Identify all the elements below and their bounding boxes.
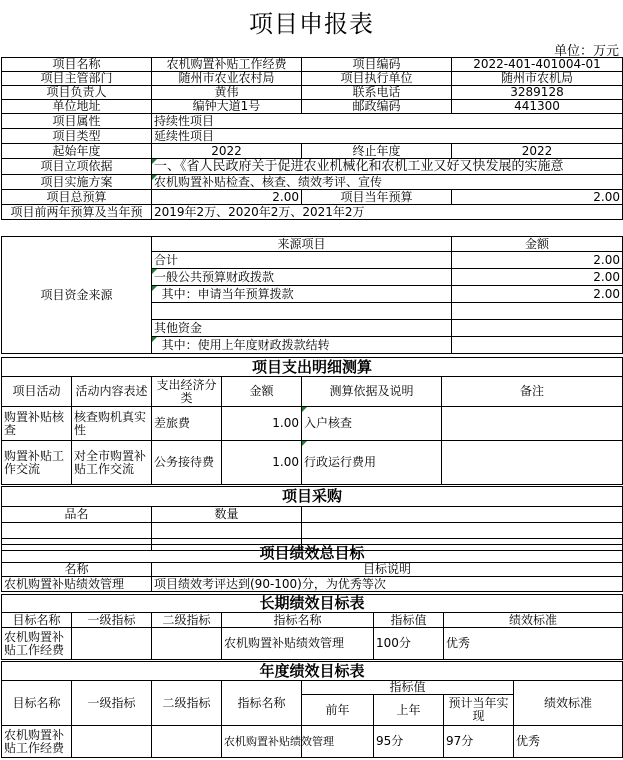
zip-value[interactable]: 441300 — [452, 100, 623, 114]
annual-header: 指标值 — [302, 681, 514, 695]
phone-value[interactable]: 3289128 — [452, 86, 623, 100]
detail-category[interactable]: 公务接待费 — [152, 441, 222, 485]
code-label: 项目编码 — [302, 58, 452, 72]
detail-header: 支出经济分类 — [152, 377, 222, 407]
annual-header: 绩效标准 — [514, 681, 623, 726]
dept-label: 项目主管部门 — [2, 72, 152, 86]
overall-name-header: 名称 — [2, 563, 152, 577]
total-value[interactable]: 2.00 — [152, 190, 302, 205]
longterm-standard[interactable]: 优秀 — [444, 628, 623, 660]
purchase-qty-header: 数量 — [152, 507, 302, 523]
longterm-l2[interactable] — [152, 628, 222, 660]
purchase-section-title: 项目采购 — [2, 487, 623, 507]
amt-header: 金额 — [452, 237, 623, 252]
basis-label: 项目立项依据 — [2, 159, 152, 175]
page-title: 项目申报表 — [249, 10, 374, 38]
funding-row-amount[interactable]: 2.00 — [452, 252, 623, 269]
funding-row-amount[interactable]: 2.00 — [452, 269, 623, 286]
annual-last[interactable]: 95分 — [374, 726, 444, 758]
plan-value[interactable]: 农机购置补贴检查、核查、绩效考评、宣传 — [152, 175, 623, 190]
funding-row-name: 一般公共预算财政拨款 — [152, 269, 452, 286]
funding-row-name: 其中：申请当年预算拨款 — [152, 286, 452, 303]
overall-desc[interactable]: 项目绩效考评达到(90-100)分，为优秀等次 — [152, 577, 623, 592]
zip-label: 邮政编码 — [302, 100, 452, 114]
basic-info-table — [1, 57, 623, 220]
cur-value[interactable]: 2.00 — [452, 190, 623, 205]
annual-header: 二级指标 — [152, 681, 222, 726]
detail-activity[interactable]: 购置补贴工作交流 — [2, 441, 72, 485]
exec-label: 项目执行单位 — [302, 72, 452, 86]
leader-value[interactable]: 黄伟 — [152, 86, 302, 100]
prev-label: 项目前两年预算及当年预 — [2, 205, 152, 220]
annual-subheader: 预计当年实现 — [444, 695, 514, 726]
annual-indicator[interactable]: 农机购置补贴绩效管理 — [222, 726, 302, 758]
longterm-section-title: 长期绩效目标表 — [2, 595, 623, 613]
name-label: 项目名称 — [2, 58, 152, 72]
annual-l1[interactable] — [72, 726, 152, 758]
annual-l2[interactable] — [152, 726, 222, 758]
annual-header: 指标名称 — [222, 681, 302, 726]
annual-standard[interactable]: 优秀 — [514, 726, 623, 758]
phone-label: 联系电话 — [302, 86, 452, 100]
table-row — [2, 407, 623, 441]
annual-header: 一级指标 — [72, 681, 152, 726]
funding-row-amount[interactable] — [452, 320, 623, 337]
attr-value[interactable]: 持续性项目 — [152, 114, 623, 129]
longterm-indicator[interactable]: 农机购置补贴绩效管理 — [222, 628, 374, 660]
detail-activity[interactable]: 购置补贴核查 — [2, 407, 72, 441]
table-row — [2, 628, 623, 660]
longterm-header: 一级指标 — [72, 613, 152, 628]
start-label: 起始年度 — [2, 144, 152, 159]
funding-row-amount[interactable] — [452, 303, 623, 320]
detail-category[interactable]: 差旅费 — [152, 407, 222, 441]
addr-value[interactable]: 编钟大道1号 — [152, 100, 302, 114]
detail-header: 备注 — [442, 377, 623, 407]
purchase-cell[interactable] — [152, 523, 302, 539]
annual-subheader: 前年 — [302, 695, 374, 726]
end-value[interactable]: 2022 — [452, 144, 623, 159]
overall-name[interactable]: 农机购置补贴绩效管理 — [2, 577, 152, 592]
purchase-blank — [302, 507, 623, 523]
type-label: 项目类型 — [2, 129, 152, 144]
purchase-cell[interactable] — [2, 523, 152, 539]
annual-subheader: 上年 — [374, 695, 444, 726]
longterm-header: 目标名称 — [2, 613, 72, 628]
detail-basis[interactable]: 入户核查 — [302, 407, 442, 441]
overall-target-table — [1, 544, 623, 592]
exec-value[interactable]: 随州市农机局 — [452, 72, 623, 86]
detail-header: 金额 — [222, 377, 302, 407]
funding-label: 项目资金来源 — [2, 237, 152, 354]
prev-value[interactable]: 2019年2万、2020年2万、2021年2万 — [152, 205, 623, 220]
detail-header: 测算依据及说明 — [302, 377, 442, 407]
plan-label: 项目实施方案 — [2, 175, 152, 190]
funding-table — [1, 236, 623, 354]
overall-desc-header: 目标说明 — [152, 563, 623, 577]
longterm-header: 指标名称 — [222, 613, 374, 628]
annual-header: 目标名称 — [2, 681, 72, 726]
funding-row-name: 其他资金 — [152, 320, 452, 337]
funding-row-name — [152, 303, 452, 320]
annual-target-table — [1, 661, 623, 758]
attr-label: 项目属性 — [2, 114, 152, 129]
purchase-name-header: 品名 — [2, 507, 152, 523]
start-value[interactable]: 2022 — [152, 144, 302, 159]
addr-label: 单位地址 — [2, 100, 152, 114]
table-row — [2, 441, 623, 485]
table-row — [2, 726, 623, 758]
type-value[interactable]: 延续性项目 — [152, 129, 623, 144]
unit-label: 单位：万元 — [553, 44, 619, 59]
funding-row-name: 其中：使用上年度财政拨款结转 — [152, 337, 452, 354]
funding-row-amount[interactable]: 2.00 — [452, 286, 623, 303]
detail-section-title: 项目支出明细测算 — [2, 358, 623, 377]
leader-label: 项目负责人 — [2, 86, 152, 100]
purchase-table — [1, 486, 623, 551]
cur-label: 项目当年预算 — [302, 190, 452, 205]
longterm-target[interactable]: 农机购置补贴工作经费 — [2, 628, 72, 660]
longterm-target-table — [1, 594, 623, 660]
basis-value[interactable]: 一、《省人民政府关于促进农业机械化和农机工业又好又快发展的实施意 — [152, 159, 623, 175]
detail-amount[interactable]: 1.00 — [222, 407, 302, 441]
annual-target[interactable]: 农机购置补贴工作经费 — [2, 726, 72, 758]
purchase-cell[interactable] — [302, 523, 623, 539]
longterm-l1[interactable] — [72, 628, 152, 660]
funding-row-name: 合计 — [152, 252, 452, 269]
detail-header: 活动内容表述 — [72, 377, 152, 407]
code-value[interactable]: 2022-401-401004-01 — [452, 58, 623, 72]
longterm-value[interactable]: 100分 — [374, 628, 444, 660]
detail-content[interactable]: 核查购机真实性 — [72, 407, 152, 441]
detail-content[interactable]: 对全市购置补贴工作交流 — [72, 441, 152, 485]
detail-amount[interactable]: 1.00 — [222, 441, 302, 485]
detail-note[interactable] — [442, 407, 623, 441]
src-header: 来源项目 — [152, 237, 452, 252]
dept-value[interactable]: 随州市农业农村局 — [152, 72, 302, 86]
detail-header: 项目活动 — [2, 377, 72, 407]
detail-table — [1, 357, 623, 485]
name-value[interactable]: 农机购置补贴工作经费 — [152, 58, 302, 72]
end-label: 终止年度 — [302, 144, 452, 159]
funding-row-amount[interactable] — [452, 337, 623, 354]
annual-section-title: 年度绩效目标表 — [2, 662, 623, 681]
longterm-header: 二级指标 — [152, 613, 222, 628]
overall-section-title: 项目绩效总目标 — [2, 545, 623, 563]
annual-current[interactable]: 97分 — [444, 726, 514, 758]
total-label: 项目总预算 — [2, 190, 152, 205]
longterm-header: 指标值 — [374, 613, 444, 628]
longterm-header: 绩效标准 — [444, 613, 623, 628]
detail-basis[interactable]: 行政运行费用 — [302, 441, 442, 485]
detail-note[interactable] — [442, 441, 623, 485]
